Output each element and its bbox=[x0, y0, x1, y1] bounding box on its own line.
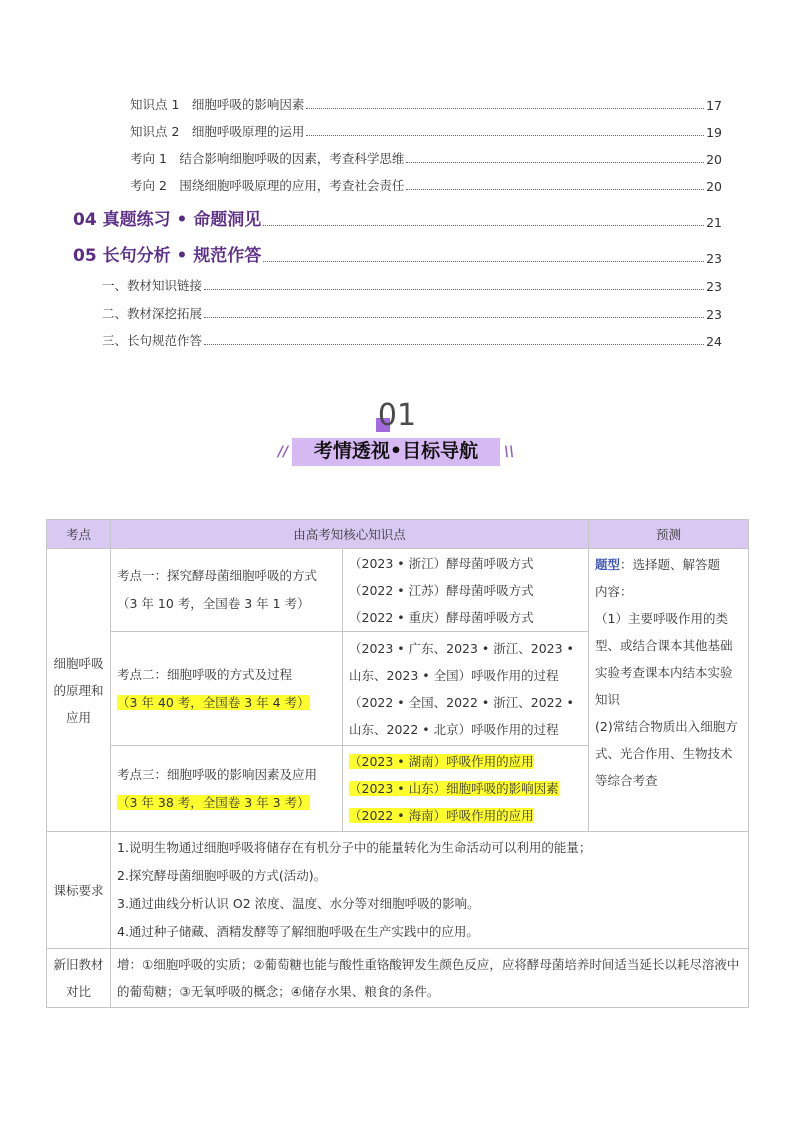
question-type-text: ：选择题、解答题 bbox=[620, 557, 721, 572]
comparison-label: 新旧教材对比 bbox=[47, 949, 111, 1008]
toc-item[interactable] bbox=[130, 95, 722, 113]
source-line: （2022 • 海南）呼吸作用的应用 bbox=[349, 808, 534, 823]
table-row bbox=[47, 832, 749, 949]
exam-point-title: 考点一：探究酵母菌细胞呼吸的方式 bbox=[117, 568, 318, 583]
toc-leader bbox=[204, 343, 704, 345]
content-label: 内容： bbox=[595, 584, 633, 599]
toc-section-04[interactable] bbox=[73, 205, 722, 230]
source-line: （2022 • 江苏）酵母菌呼吸方式 bbox=[349, 582, 534, 598]
prediction-cell bbox=[589, 549, 749, 832]
toc-item[interactable] bbox=[130, 149, 722, 167]
toc-page-number: 17 bbox=[706, 98, 722, 113]
section-title: 考情透视•目标导航 bbox=[313, 440, 479, 462]
toc-item[interactable] bbox=[130, 176, 722, 194]
toc-page-number: 21 bbox=[706, 215, 722, 230]
toc-page-number: 23 bbox=[706, 279, 722, 294]
table-row bbox=[47, 949, 749, 1008]
prediction-point: （1）主要呼吸作用的类型、或结合课本其他基础实验考查课本内结本实验知识 bbox=[595, 611, 733, 707]
toc-item[interactable] bbox=[102, 304, 722, 322]
toc-leader bbox=[406, 161, 704, 163]
toc-page-number: 19 bbox=[706, 125, 722, 140]
question-type-tag: 题型 bbox=[595, 557, 621, 572]
exam-sources-3 bbox=[343, 746, 589, 832]
toc-item-label: 一、教材知识链接 bbox=[102, 278, 203, 293]
exam-point-2 bbox=[111, 632, 343, 746]
right-slash-decoration: \\ bbox=[504, 444, 515, 460]
toc-item-label: 考向 1 结合影响细胞呼吸的因素，考查科学思维 bbox=[130, 151, 405, 166]
prediction-point: (2)常结合物质出入细胞方式、光合作用、生物技术等综合考查 bbox=[595, 719, 738, 788]
toc-section-label: 04 真题练习 • 命题洞见 bbox=[73, 210, 262, 230]
requirement-line: 2.探究酵母菌细胞呼吸的方式(活动)。 bbox=[117, 868, 327, 883]
curriculum-requirements bbox=[111, 832, 749, 949]
header-core-knowledge: 由高考知核心知识点 bbox=[111, 520, 589, 549]
curriculum-label: 课标要求 bbox=[47, 832, 111, 949]
left-slash-decoration: // bbox=[278, 444, 289, 460]
exam-point-stat: （3 年 10 考，全国卷 3 年 1 考） bbox=[117, 596, 310, 611]
exam-point-stat: （3 年 38 考，全国卷 3 年 3 考） bbox=[117, 794, 310, 810]
exam-point-stat: （3 年 40 考，全国卷 3 年 4 考） bbox=[117, 694, 310, 710]
toc-leader bbox=[306, 107, 704, 109]
exam-sources-2 bbox=[343, 632, 589, 746]
exam-point-title: 考点二：细胞呼吸的方式及过程 bbox=[117, 666, 293, 682]
textbook-comparison: 增：①细胞呼吸的实质；②葡萄糖也能与酸性重铬酸钾发生颜色反应，应将酵母菌培养时间适当延长以耗尽溶液中的葡萄糖；③无氧呼吸的概念；④储存水果、粮食的条件。 bbox=[111, 949, 749, 1008]
toc-item[interactable] bbox=[102, 276, 722, 294]
toc-leader bbox=[263, 224, 704, 226]
toc-item-label: 知识点 1 细胞呼吸的影响因素 bbox=[130, 97, 305, 112]
toc-item[interactable] bbox=[130, 122, 722, 140]
toc-item-label: 知识点 2 细胞呼吸原理的运用 bbox=[130, 124, 305, 139]
toc-item-label: 三、长句规范作答 bbox=[102, 333, 203, 348]
source-text: （2023 • 广东、2023 • 浙江、2023 • 山东、2023 • 全国）呼吸作用的过程（2022 • 全国、2022 • 浙江、2022 • 山东、2022 • 北京）呼吸作用的过程 bbox=[349, 640, 574, 737]
exam-point-3 bbox=[111, 746, 343, 832]
toc-leader bbox=[204, 316, 704, 318]
toc-leader bbox=[406, 188, 704, 190]
toc-page-number: 20 bbox=[706, 179, 722, 194]
toc-leader bbox=[306, 134, 704, 136]
table-row bbox=[47, 549, 749, 632]
toc-section-label: 05 长句分析 • 规范作答 bbox=[73, 246, 262, 266]
source-line: （2023 • 浙江）酵母菌呼吸方式 bbox=[349, 555, 534, 571]
requirement-line: 3.通过曲线分析认识 O2 浓度、温度、水分等对细胞呼吸的影响。 bbox=[117, 896, 480, 911]
source-line: （2023 • 湖南）呼吸作用的应用 bbox=[349, 754, 534, 769]
source-line: （2023 • 山东）细胞呼吸的影响因素 bbox=[349, 781, 559, 796]
source-line: （2022 • 重庆）酵母菌呼吸方式 bbox=[349, 609, 534, 625]
toc-leader bbox=[204, 288, 704, 290]
exam-point-title: 考点三：细胞呼吸的影响因素及应用 bbox=[117, 766, 318, 782]
toc-page-number: 20 bbox=[706, 152, 722, 167]
exam-sources-1 bbox=[343, 549, 589, 632]
toc-item[interactable] bbox=[102, 331, 722, 349]
toc-item-label: 二、教材深挖拓展 bbox=[102, 306, 203, 321]
toc-page-number: 23 bbox=[706, 251, 722, 266]
table-header-row bbox=[47, 520, 749, 549]
toc-leader bbox=[263, 260, 704, 262]
toc-item-label: 考向 2 围绕细胞呼吸原理的应用，考查社会责任 bbox=[130, 178, 405, 193]
toc-page-number: 23 bbox=[706, 307, 722, 322]
requirement-line: 1.说明生物通过细胞呼吸将储存在有机分子中的能量转化为生命活动可以利用的能量； bbox=[117, 840, 592, 855]
header-prediction: 预测 bbox=[589, 520, 749, 549]
section-number: 01 bbox=[377, 398, 417, 433]
header-exam-point: 考点 bbox=[47, 520, 111, 549]
exam-analysis-table bbox=[46, 519, 749, 1008]
group-label: 细胞呼吸的原理和应用 bbox=[47, 549, 111, 832]
toc-section-05[interactable] bbox=[73, 241, 722, 266]
exam-point-1 bbox=[111, 549, 343, 632]
requirement-line: 4.通过种子储藏、酒精发酵等了解细胞呼吸在生产实践中的应用。 bbox=[117, 924, 479, 939]
toc-page-number: 24 bbox=[706, 334, 722, 349]
